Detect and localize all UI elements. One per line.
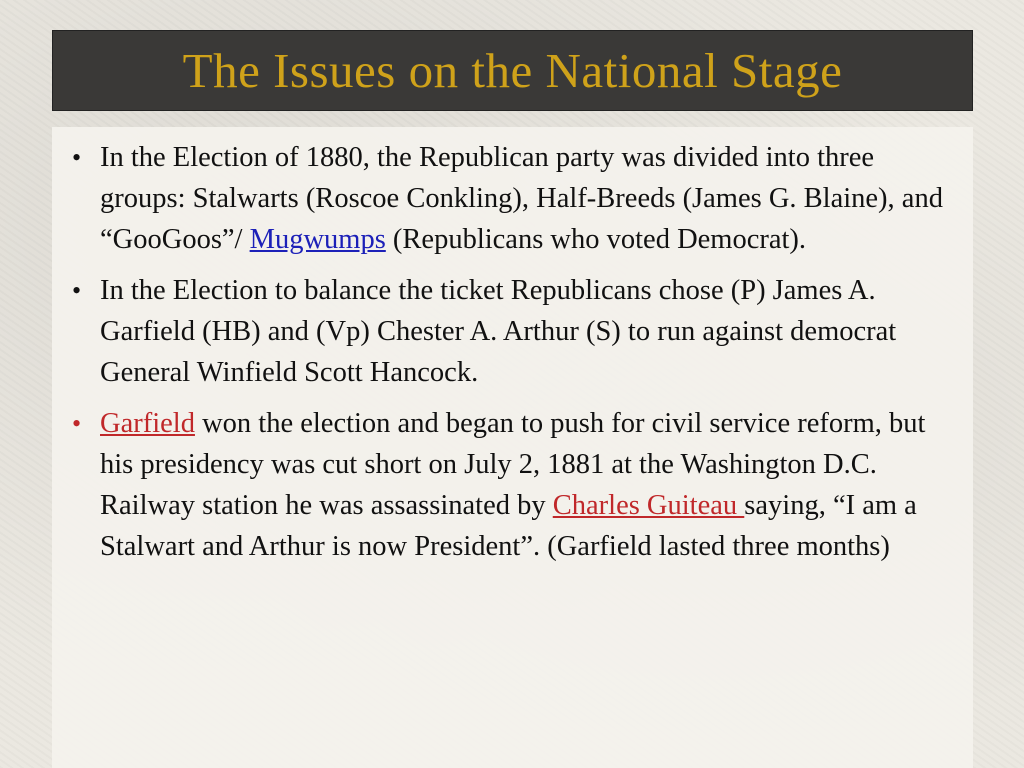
bullet3-text-mid: won the election and began to push for civil service reform, but his presidency was cut short on July 2, 1881 at the Washington D.C. Railway station he was assassinated by — [100, 408, 926, 521]
title-bar — [52, 30, 973, 111]
bullet-item-1 — [70, 137, 963, 260]
charles-guiteau-link[interactable]: Charles Guiteau — [552, 490, 745, 521]
slide-title: The Issues on the National Stage — [182, 43, 843, 98]
bullet-icon: • — [72, 276, 82, 305]
bullet-icon: • — [72, 409, 82, 438]
bullet-item-2 — [70, 270, 963, 393]
bullet-list — [70, 137, 963, 567]
bullet-icon: • — [72, 143, 82, 172]
bullet1-text-before: In the Election of 1880, the Republican party was divided into three groups: Stalwarts (Roscoe Conkling), Half-Breeds (James G. Blaine), and “GooGoos”/ — [100, 142, 943, 255]
bullet-item-3 — [70, 403, 963, 567]
bullet2-text: In the Election to balance the ticket Republicans chose (P) James A. Garfield (HB) and (Vp) Chester A. Arthur (S) to run against democrat General Winfield Scott Hancock. — [100, 275, 897, 388]
garfield-link[interactable]: Garfield — [100, 408, 195, 439]
content-panel — [52, 127, 973, 768]
bullet3-text-after: saying, “I am a Stalwart and Arthur is now President”. (Garfield lasted three months) — [100, 490, 917, 562]
mugwumps-link[interactable]: Mugwumps — [249, 224, 386, 255]
bullet1-text-after: (Republicans who voted Democrat). — [385, 224, 807, 255]
